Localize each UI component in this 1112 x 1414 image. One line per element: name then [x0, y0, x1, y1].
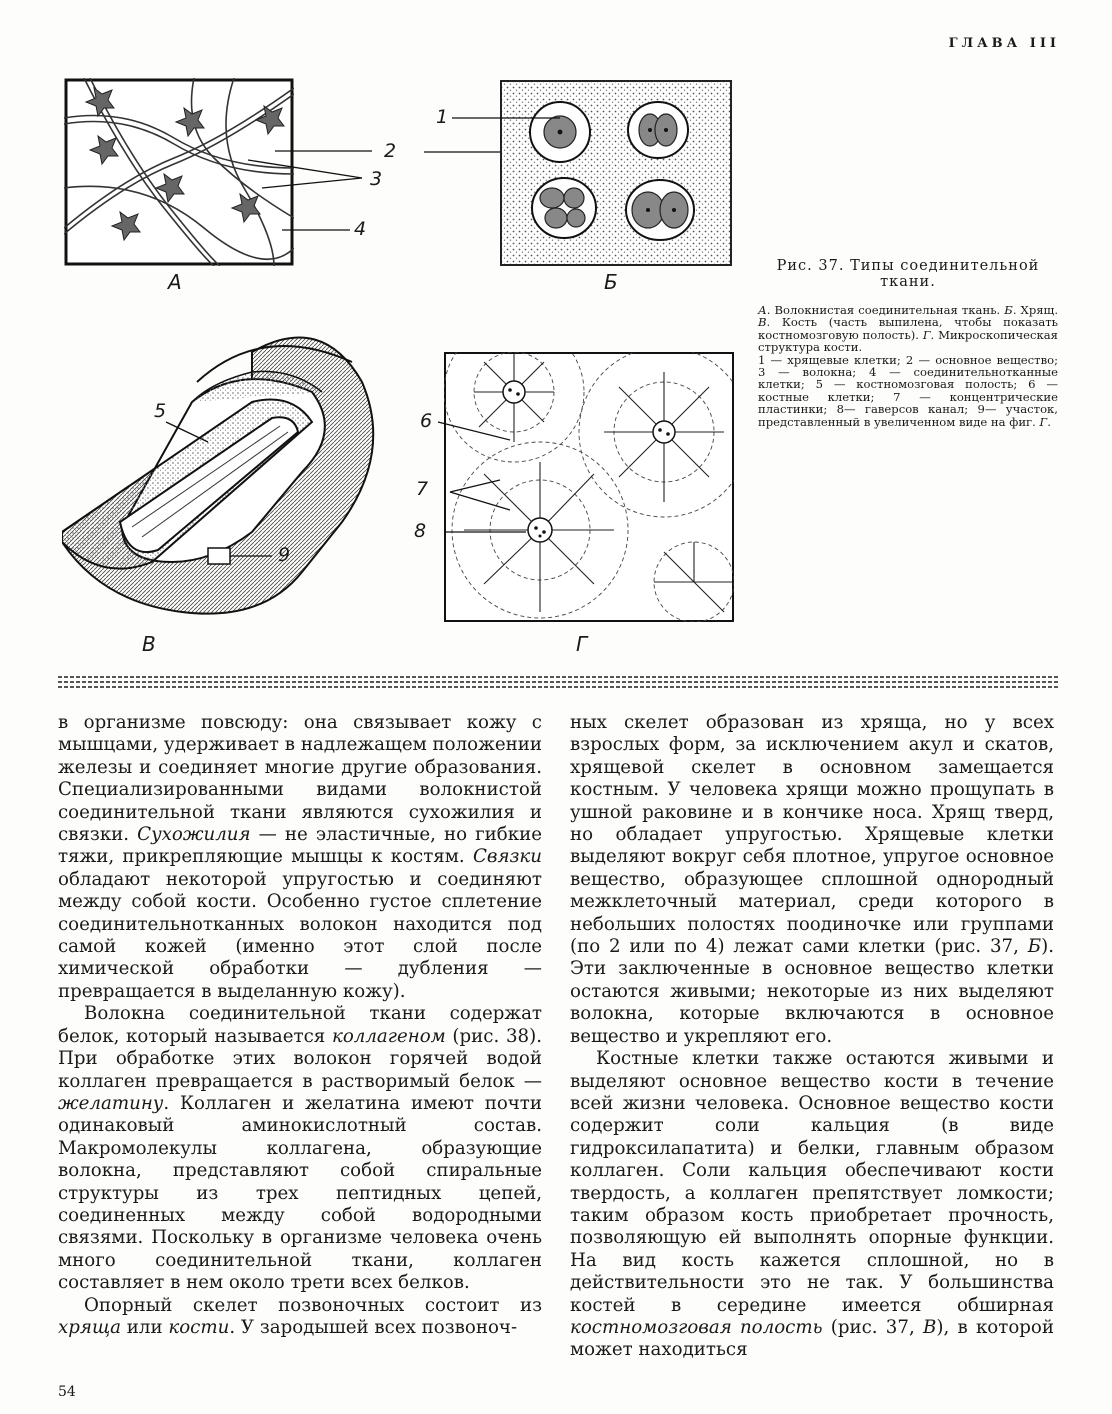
callout-lines-g — [420, 410, 560, 550]
paragraph: в организме повсюду: она связывает кожу с мышцами, удерживает в надлежащем положении железы и соединяет многие другие образования. Специализированными видами волокнистой соединительной ткани являются сухожилия и связки. Сухожилия — не эластичные, но гибкие тяжи, прикрепляющие мышцы к костям. Связки обладают некоторой упругостью и соединяют между собой кости. Особенно густое сплетение соединительнотканных волокон находится под самой кожей (именно этот слой после химической обработки — дубления — превращается в выделанную кожу). — [58, 712, 542, 1002]
panel-label-a: А — [168, 270, 182, 294]
paragraph: Костные клетки также остаются живыми и выделяют основное вещество кости в течение всей жизни человека. Основное вещество кости содержит соли кальция (в виде гидроксилапатита) и белки, главным образом коллаген. Соли кальция обеспечивают кости твердость, а коллаген препятствует ломкости; таким образом кость приобретает прочность, позволяющую ей выполнять опорные функции. На вид кость кажется сплошной, но в действительности это не так. У большинства костей в середине имеется обширная костномозговая полость (рис. 37, В), в которой может находиться — [570, 1048, 1054, 1361]
panel-label-b: Б — [604, 270, 618, 294]
figure-caption-legend: 1 — хрящевые клетки; 2 — основное вещество; 3 — волокна; 4 — соединительнотканные клетки; 5 — костномозговая полость; 6 — костные клетки; 7 — концентрические пластинки; 8— гаверсов канал; 9— участок, представленный в увеличенном виде на фиг. Г. — [758, 352, 1058, 429]
callout-7: 7 — [416, 478, 429, 500]
figure-caption-panels: А. Волокнистая соединительная ткань. Б. Хрящ. В. Кость (часть выпилена, чтобы показать костномозговую полость). Г. Микроскопическая структура кости. — [758, 303, 1059, 355]
page-number: 54 — [58, 1384, 76, 1400]
callout-1: 1 — [436, 106, 449, 128]
callout-2: 2 — [384, 140, 397, 162]
text-column-right — [570, 712, 1054, 1362]
callout-5: 5 — [154, 400, 167, 422]
chapter-header: ГЛАВА III — [948, 36, 1060, 51]
callout-6: 6 — [420, 410, 433, 432]
callout-4: 4 — [354, 218, 367, 240]
panel-label-v: В — [142, 632, 156, 656]
callout-8: 8 — [414, 520, 427, 542]
figure-caption-title: Рис. 37. Типы соединительной ткани. — [776, 258, 1040, 290]
callout-lines-a — [0, 0, 560, 300]
text-column-left — [58, 712, 542, 1339]
paragraph: Опорный скелет позвоночных состоит из хряща или кости. У зародышей всех позвоноч- — [58, 1294, 542, 1338]
callout-9: 9 — [278, 544, 291, 566]
figure-caption — [758, 258, 1058, 428]
callout-line-1 — [440, 108, 570, 128]
section-divider — [58, 676, 1060, 688]
paragraph: ных скелет образован из хряща, но у всех взрослых форм, за исключением акул и скатов, хрящевой скелет в основном замещается костным. У человека хрящи можно прощупать в ушной раковине и в кончике носа. Хрящ тверд, но обладает упругостью. Хрящевые клетки выделяют вокруг себя плотное, упругое основное вещество, образующее сплошной однородный межклеточный материал, среди которого в небольших полостях поодиночке или группами (по 2 или по 4) лежат сами клетки (рис. 37, Б). Эти заключенные в основное вещество клетки остаются живыми; некоторые из них выделяют волокна, которые включаются в основное вещество и укрепляют его. — [570, 712, 1054, 1047]
callout-3: 3 — [370, 168, 383, 190]
figure-panel-v — [62, 322, 402, 624]
panel-label-g: Г — [576, 632, 588, 656]
paragraph: Волокна соединительной ткани содержат белок, который называется коллагеном (рис. 38). При обработке этих волокон горячей водой коллаген превращается в растворимый белок — желатину. Коллаген и желатина имеют почти одинаковый аминокислотный состав. Макромолекулы коллагена, образующие волокна, представляют собой спиральные структуры из трех пептидных цепей, соединенных между собой водородными связями. Поскольку в организме человека очень много соединительной ткани, коллаген составляет в нем около трети всех белков. — [58, 1003, 542, 1294]
